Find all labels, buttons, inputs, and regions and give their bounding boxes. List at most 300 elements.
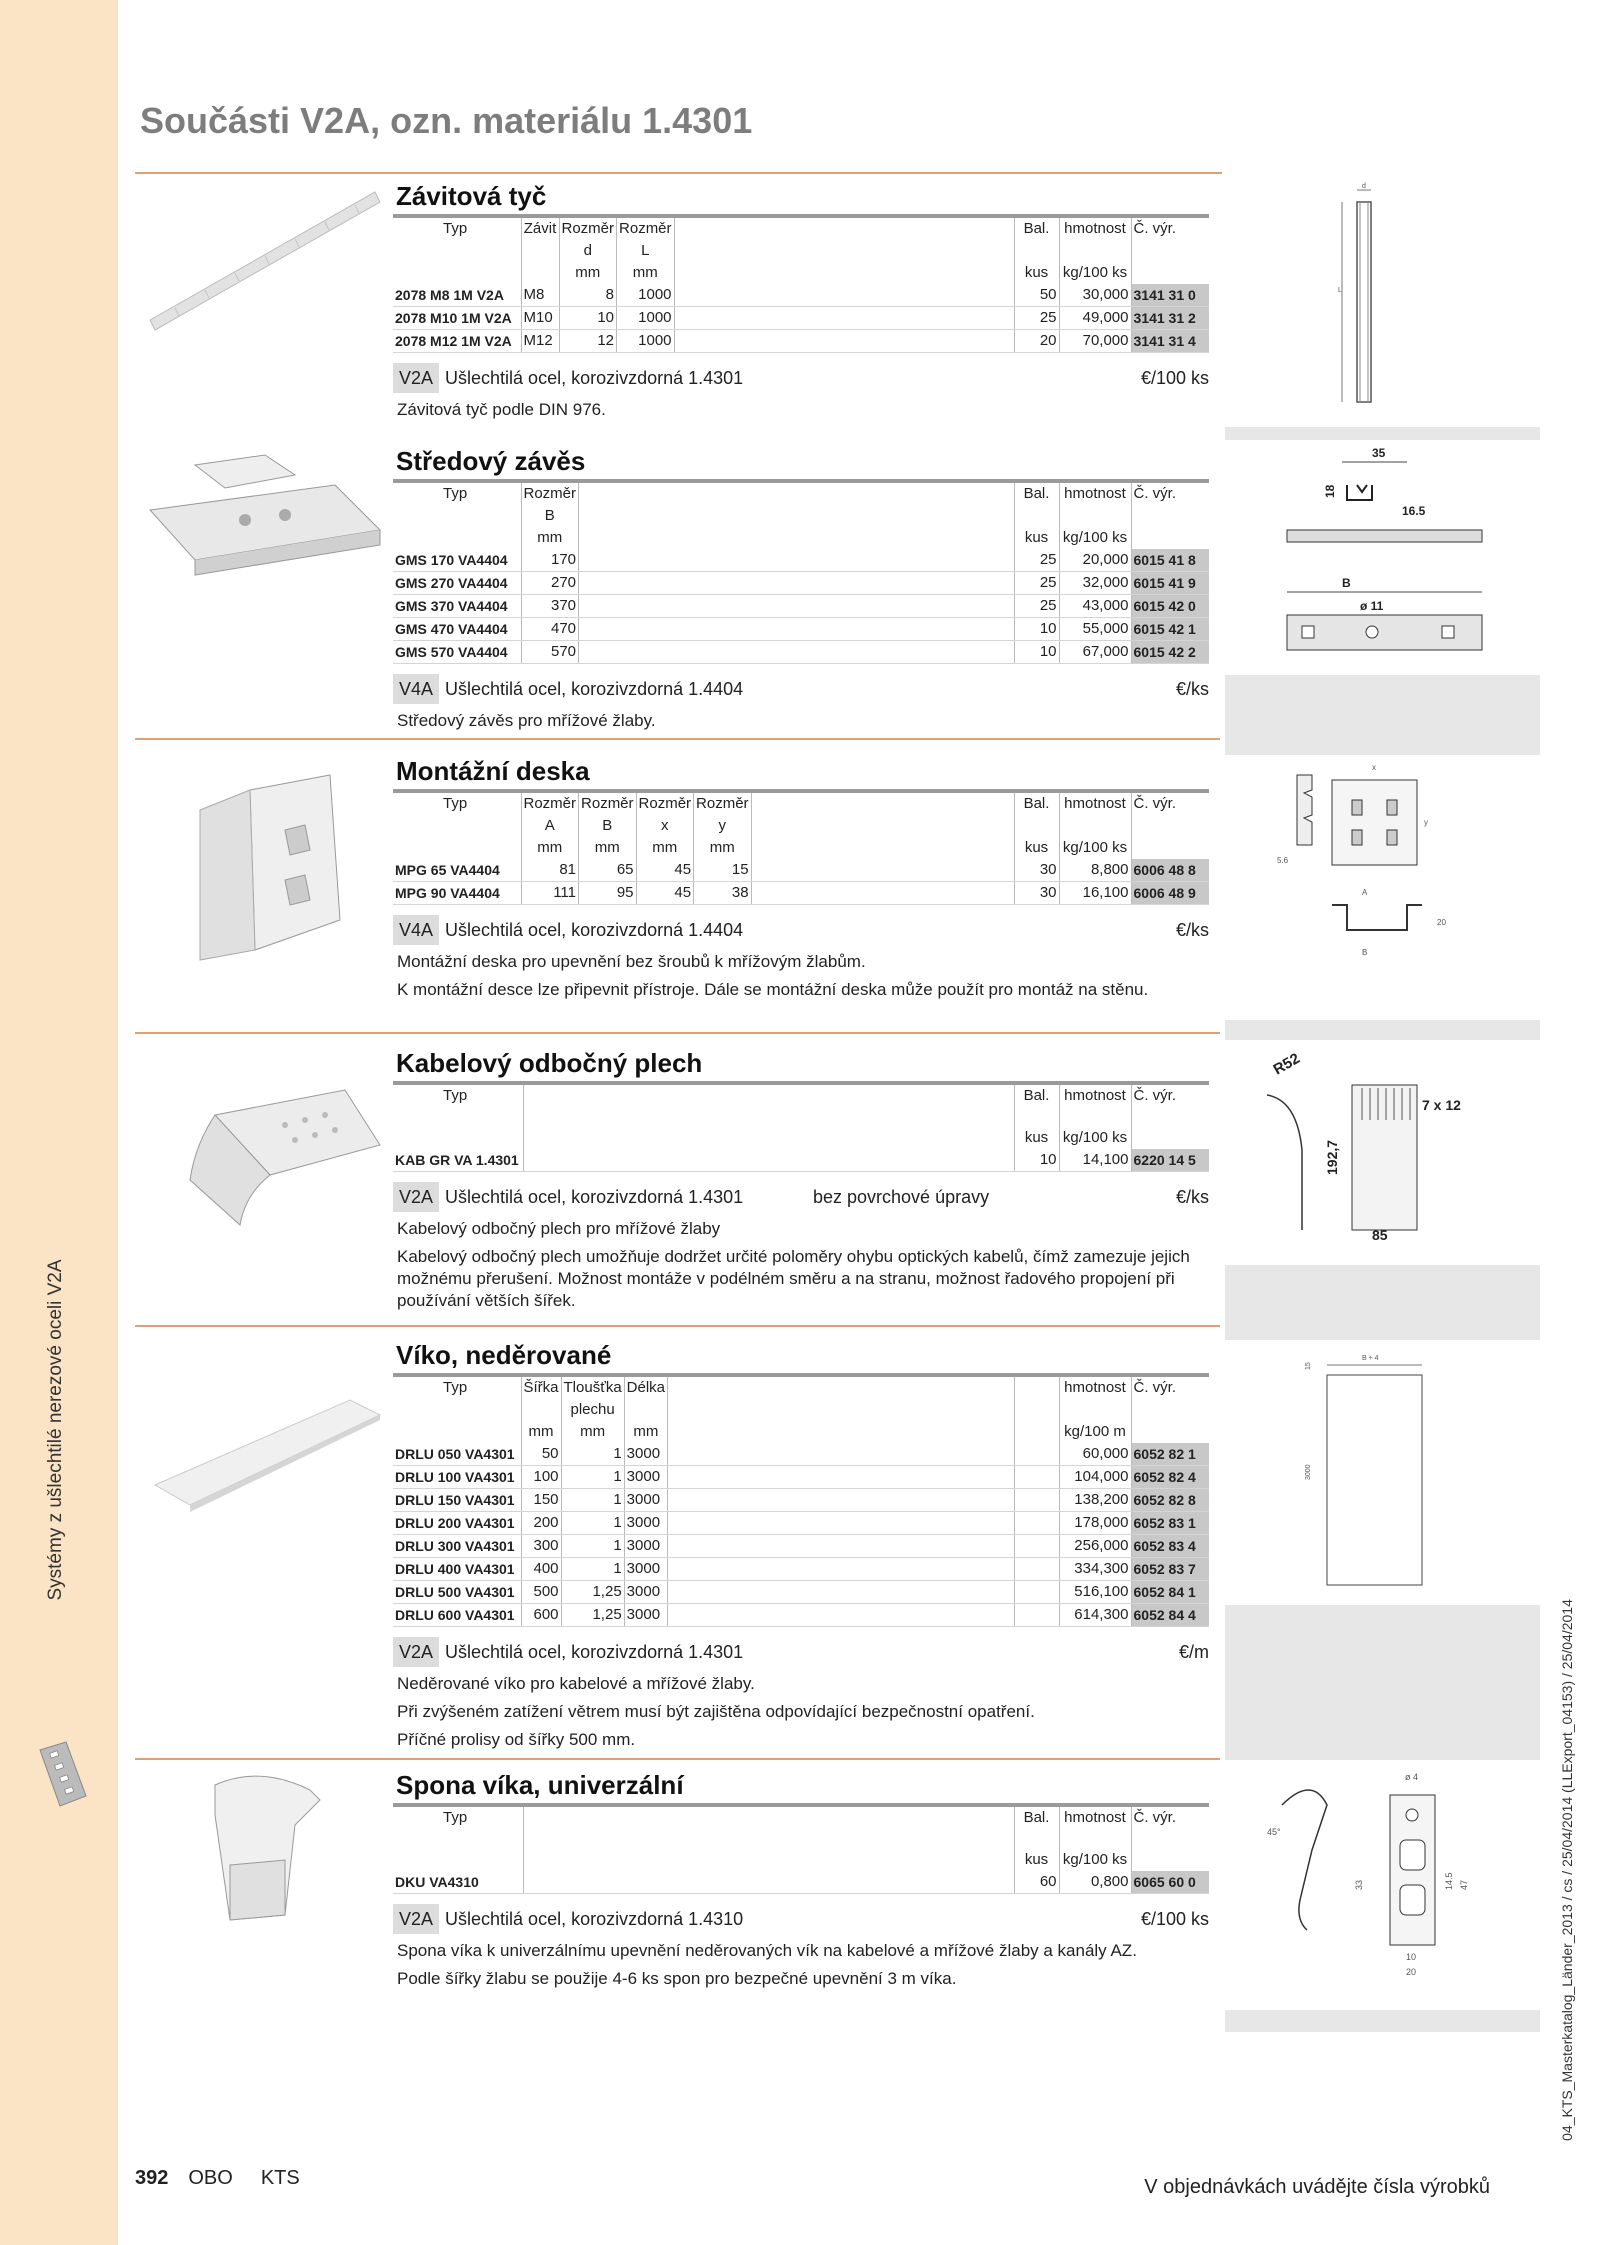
- product-type: GMS 170 VA4404: [393, 549, 521, 572]
- unit-weight: kg/100 ks: [1059, 262, 1131, 284]
- product-type: DRLU 600 VA4301: [393, 1604, 521, 1627]
- table-row: [393, 641, 1209, 664]
- middle-hanger-photo: [135, 450, 390, 590]
- article-number: 3141 31 4: [1131, 330, 1209, 353]
- weight-value: 104,000: [1059, 1466, 1131, 1489]
- pack-qty: [1014, 1535, 1059, 1558]
- article-number: 6052 82 8: [1131, 1489, 1209, 1512]
- price-unit: €/ks: [1175, 679, 1209, 699]
- pack-qty: [1014, 1604, 1059, 1627]
- dim-47: 47: [1459, 1879, 1469, 1890]
- mounting-plate-photo: [135, 770, 390, 970]
- product-type: MPG 90 VA4404: [393, 882, 521, 905]
- col-dim: Rozměr x: [636, 793, 694, 837]
- pack-qty: 30: [1014, 859, 1059, 882]
- unit: mm: [624, 1421, 667, 1443]
- article-number: 6052 82 1: [1131, 1443, 1209, 1466]
- dim-value: 111: [521, 882, 579, 905]
- description: Kabelový odbočný plech umožňuje dodržet určité poloměry ohybu optických kabelů, čímž zamezuje jejich možnému přerušení. Možnost montáže v podélném směru a na stranu, možnost řadového propojení při používání větších šířek.: [397, 1247, 1190, 1310]
- section-title: Montážní deska: [396, 756, 590, 786]
- pack-qty: 30: [1014, 882, 1059, 905]
- unit-kus: kus: [1014, 527, 1059, 549]
- material-row: [393, 1182, 1209, 1212]
- cover-clip-photo: [135, 1765, 390, 1925]
- product-table: [393, 479, 1209, 664]
- col-dim: Rozměr B: [579, 793, 637, 837]
- dim-B2: B: [1362, 948, 1368, 957]
- col-bal: Bal.: [1014, 218, 1059, 262]
- col-article: Č. výr.: [1133, 220, 1177, 237]
- diagram-branch-plate: [1222, 1040, 1540, 1265]
- diagram-mounting-plate: [1222, 755, 1540, 1020]
- product-type: DRLU 050 VA4301: [393, 1443, 521, 1466]
- description: Kabelový odbočný plech pro mřížové žlaby: [397, 1219, 721, 1238]
- pack-qty: 10: [1014, 1149, 1059, 1172]
- dim-33: 33: [1354, 1879, 1364, 1890]
- dim-value: 300: [521, 1535, 561, 1558]
- table-row: [393, 284, 1209, 307]
- page-number: 392: [135, 2167, 169, 2189]
- material-code: V2A: [393, 1182, 439, 1212]
- article-number: 3141 31 2: [1131, 307, 1209, 330]
- material-row: [393, 915, 1209, 945]
- weight-value: 20,000: [1059, 549, 1131, 572]
- material-code: V4A: [393, 674, 439, 704]
- material-code: V2A: [393, 363, 439, 393]
- dim-value: M12: [521, 330, 559, 353]
- material-text: Ušlechtilá ocel, korozivzdorná 1.4310: [445, 1909, 744, 1929]
- weight-value: 70,000: [1059, 330, 1131, 353]
- dim-value: 3000: [624, 1466, 667, 1489]
- footer-left: [135, 2167, 328, 2190]
- description: Závitová tyč podle DIN 976.: [397, 400, 606, 419]
- material-code: V4A: [393, 915, 439, 945]
- section-title: Středový závěs: [396, 446, 586, 476]
- product-type: GMS 370 VA4404: [393, 595, 521, 618]
- material-text: Ušlechtilá ocel, korozivzdorná 1.4301: [445, 368, 744, 388]
- col-bal: Bal.: [1014, 793, 1059, 837]
- dim-20: 20: [1437, 918, 1446, 927]
- dim-14-5: 14.5: [1444, 1872, 1454, 1890]
- dim-45deg: 45°: [1267, 1827, 1281, 1837]
- col-spacer: [674, 218, 1014, 262]
- dim-value: 150: [521, 1489, 561, 1512]
- pack-qty: 25: [1014, 595, 1059, 618]
- dim-value: 12: [559, 330, 617, 353]
- col-typ: Typ: [393, 1377, 521, 1421]
- article-number: 6052 84 1: [1131, 1581, 1209, 1604]
- col-typ: Typ: [393, 483, 521, 527]
- material-code: V2A: [393, 1637, 439, 1667]
- section-divider: [135, 1325, 1220, 1327]
- dim-value: 15: [694, 859, 752, 882]
- dim-A: A: [1362, 888, 1368, 897]
- table-row: [393, 1489, 1209, 1512]
- product-type: 2078 M12 1M V2A: [393, 330, 521, 353]
- threaded-rod-drawing: [1222, 172, 1540, 427]
- description: Spona víka k univerzálnímu upevnění neděrovaných vík na kabelové a mřížové žlaby a kanály AZ.: [397, 1941, 1137, 1960]
- unit-weight: kg/100 ks: [1059, 527, 1131, 549]
- article-number: 6052 83 4: [1131, 1535, 1209, 1558]
- dim-phi4: ø 4: [1405, 1772, 1419, 1782]
- price-unit: €/100 ks: [1140, 1909, 1209, 1929]
- threaded-rod-photo: [135, 180, 390, 340]
- dim-5-6: 5.6: [1277, 856, 1289, 865]
- unit: mm: [521, 1421, 561, 1443]
- description: Při zvýšeném zatížení větrem musí být zajištěna odpovídající bezpečnostní opatření.: [397, 1702, 1035, 1721]
- table-row: [393, 307, 1209, 330]
- col-dim: Tloušťka plechu: [561, 1377, 624, 1421]
- material-text: Ušlechtilá ocel, korozivzdorná 1.4404: [445, 679, 744, 699]
- table-row: [393, 595, 1209, 618]
- dim-value: 1,25: [561, 1581, 624, 1604]
- col-spacer: [579, 483, 1014, 527]
- dim-7x12: 7 x 12: [1422, 1097, 1461, 1113]
- price-unit: €/100 ks: [1140, 368, 1209, 388]
- col-typ: Typ: [393, 1807, 523, 1849]
- cover-drawing: [1222, 1340, 1540, 1605]
- col-article: Č. výr.: [1133, 485, 1177, 502]
- weight-value: 60,000: [1059, 1443, 1131, 1466]
- dim-value: 3000: [624, 1512, 667, 1535]
- dim-35: 35: [1372, 446, 1386, 460]
- product-type: 2078 M8 1M V2A: [393, 284, 521, 307]
- dim-value: M8: [521, 284, 559, 307]
- dim-L: L: [1338, 287, 1342, 294]
- table-row: [393, 572, 1209, 595]
- article-number: 6220 14 5: [1131, 1149, 1209, 1172]
- weight-value: 49,000: [1059, 307, 1131, 330]
- sidebar: [0, 0, 118, 2245]
- unit-kus: kus: [1014, 837, 1059, 859]
- col-dim: Rozměr L: [617, 218, 675, 262]
- material-row: [393, 1904, 1209, 1934]
- weight-value: 178,000: [1059, 1512, 1131, 1535]
- article-number: 6052 84 4: [1131, 1604, 1209, 1627]
- dim-value: 1000: [617, 307, 675, 330]
- description: Středový závěs pro mřížové žlaby.: [397, 711, 656, 730]
- dim-value: 3000: [624, 1489, 667, 1512]
- weight-value: 614,300: [1059, 1604, 1131, 1627]
- col-dim: Rozměr d: [559, 218, 617, 262]
- unit: mm: [579, 837, 637, 859]
- middle-hanger-drawing: [1222, 440, 1540, 675]
- weight-value: 516,100: [1059, 1581, 1131, 1604]
- dim-value: 470: [521, 618, 579, 641]
- dim-value: 8: [559, 284, 617, 307]
- unit: mm: [521, 837, 579, 859]
- col-weight: hmotnost: [1059, 1807, 1131, 1849]
- article-number: 6015 41 8: [1131, 549, 1209, 572]
- dim-R52: R52: [1270, 1049, 1303, 1079]
- dim-value: 500: [521, 1581, 561, 1604]
- weight-value: 138,200: [1059, 1489, 1131, 1512]
- material-text: Ušlechtilá ocel, korozivzdorná 1.4404: [445, 920, 744, 940]
- article-number: 6015 42 2: [1131, 641, 1209, 664]
- description: Neděrované víko pro kabelové a mřížové žlaby.: [397, 1674, 755, 1693]
- dim-10: 10: [1406, 1952, 1417, 1962]
- unit-weight: kg/100 ks: [1059, 837, 1131, 859]
- product-table: [393, 214, 1209, 353]
- material-row: [393, 674, 1209, 704]
- article-number: 6006 48 8: [1131, 859, 1209, 882]
- dim-value: 1: [561, 1466, 624, 1489]
- table-row: [393, 1466, 1209, 1489]
- table-row: [393, 330, 1209, 353]
- page-title: Součásti V2A, ozn. materiálu 1.4301: [140, 100, 753, 141]
- unit-kus: [1014, 1421, 1059, 1443]
- col-bal: Bal.: [1014, 483, 1059, 527]
- diagram-middle-hanger: [1222, 440, 1540, 675]
- mounting-plate-drawing: [1222, 755, 1540, 1020]
- product-type: DKU VA4310: [393, 1871, 523, 1894]
- description: Podle šířky žlabu se použije 4-6 ks spon pro bezpečné upevnění 3 m víka.: [397, 1969, 957, 1988]
- weight-value: 16,100: [1059, 882, 1131, 905]
- col-bal: [1014, 1377, 1059, 1421]
- col-dim: Šířka: [521, 1377, 561, 1421]
- product-type: KAB GR VA 1.4301: [393, 1149, 523, 1172]
- product-type: GMS 270 VA4404: [393, 572, 521, 595]
- article-number: 6015 41 9: [1131, 572, 1209, 595]
- dim-value: 10: [559, 307, 617, 330]
- dim-18: 18: [1323, 484, 1337, 498]
- dim-value: 65: [579, 859, 637, 882]
- section-middle-hanger: [393, 443, 1215, 732]
- dim-value: 45: [636, 882, 694, 905]
- unit: mm: [636, 837, 694, 859]
- pack-qty: 50: [1014, 284, 1059, 307]
- weight-value: 256,000: [1059, 1535, 1131, 1558]
- diagram-cover: [1222, 1340, 1540, 1605]
- pack-qty: 10: [1014, 641, 1059, 664]
- col-dim: Závit: [521, 218, 559, 262]
- dim-value: 3000: [624, 1535, 667, 1558]
- section-threaded-rod: [393, 178, 1215, 421]
- dim-value: 200: [521, 1512, 561, 1535]
- weight-value: 32,000: [1059, 572, 1131, 595]
- dim-value: 400: [521, 1558, 561, 1581]
- dim-value: 100: [521, 1466, 561, 1489]
- cover-clip-drawing: [1222, 1760, 1540, 2010]
- product-type: DRLU 150 VA4301: [393, 1489, 521, 1512]
- branch-plate-drawing: [1222, 1040, 1540, 1265]
- product-table: [393, 1803, 1209, 1894]
- article-number: 6015 42 1: [1131, 618, 1209, 641]
- dim-value: M10: [521, 307, 559, 330]
- dim-value: 3000: [624, 1581, 667, 1604]
- section-title: Víko, neděrované: [396, 1340, 612, 1370]
- weight-value: 14,100: [1059, 1149, 1131, 1172]
- unit: mm: [694, 837, 752, 859]
- section-title: Spona víka, univerzální: [396, 1770, 684, 1800]
- description: Montážní deska pro upevnění bez šroubů k mřížovým žlabům.: [397, 952, 866, 971]
- dim-value: 81: [521, 859, 579, 882]
- unit-kus: kus: [1014, 262, 1059, 284]
- product-table: [393, 1373, 1209, 1627]
- unit: [521, 262, 559, 284]
- dim-value: 45: [636, 859, 694, 882]
- pack-qty: 25: [1014, 307, 1059, 330]
- dim-value: 600: [521, 1604, 561, 1627]
- pack-qty: 60: [1014, 1871, 1059, 1894]
- col-typ: Typ: [393, 218, 521, 262]
- dim-value: 1: [561, 1443, 624, 1466]
- col-article: Č. výr.: [1133, 795, 1177, 812]
- table-row: [393, 1871, 1209, 1894]
- col-weight: hmotnost: [1059, 1377, 1131, 1421]
- dim-value: 570: [521, 641, 579, 664]
- material-row: [393, 1637, 1209, 1667]
- article-number: 6052 83 7: [1131, 1558, 1209, 1581]
- col-weight: hmotnost: [1059, 483, 1131, 527]
- dim-value: 1: [561, 1489, 624, 1512]
- unit-weight: kg/100 m: [1059, 1421, 1131, 1443]
- product-type: DRLU 200 VA4301: [393, 1512, 521, 1535]
- dim-d: d: [1362, 183, 1366, 190]
- pack-qty: [1014, 1443, 1059, 1466]
- product-type: GMS 570 VA4404: [393, 641, 521, 664]
- dim-value: 370: [521, 595, 579, 618]
- article-number: 6052 82 4: [1131, 1466, 1209, 1489]
- col-spacer: [668, 1377, 1014, 1421]
- col-spacer: [751, 793, 1014, 837]
- article-number: 6006 48 9: [1131, 882, 1209, 905]
- dim-85: 85: [1372, 1227, 1388, 1243]
- dim-value: 3000: [624, 1443, 667, 1466]
- description: K montážní desce lze připevnit přístroje. Dále se montážní deska může použít pro montáž na stěnu.: [397, 980, 1149, 999]
- col-dim: Rozměr y: [694, 793, 752, 837]
- col-article: Č. výr.: [1133, 1379, 1177, 1396]
- weight-value: 0,800: [1059, 1871, 1131, 1894]
- dim-phi11: ø 11: [1360, 599, 1384, 613]
- col-dim: Délka: [624, 1377, 667, 1421]
- material-text: Ušlechtilá ocel, korozivzdorná 1.4301: [445, 1187, 744, 1207]
- pack-qty: [1014, 1512, 1059, 1535]
- col-dim: Rozměr A: [521, 793, 579, 837]
- cover-photo: [135, 1380, 390, 1520]
- unit: mm: [521, 527, 579, 549]
- pack-qty: [1014, 1581, 1059, 1604]
- dim-value: 1: [561, 1558, 624, 1581]
- price-unit: €/ks: [1175, 920, 1209, 940]
- pack-qty: 10: [1014, 618, 1059, 641]
- product-type: DRLU 500 VA4301: [393, 1581, 521, 1604]
- sidebar-label: Systémy z ušlechtilé nerezové oceli V2A: [45, 1259, 66, 1601]
- col-typ: Typ: [393, 1085, 523, 1127]
- table-row: [393, 1558, 1209, 1581]
- price-unit: €/m: [1178, 1642, 1209, 1662]
- col-spacer: [523, 1085, 1014, 1127]
- col-weight: hmotnost: [1059, 218, 1131, 262]
- table-row: [393, 549, 1209, 572]
- article-number: 6052 83 1: [1131, 1512, 1209, 1535]
- dim-value: 95: [579, 882, 637, 905]
- product-type: 2078 M10 1M V2A: [393, 307, 521, 330]
- footer-section: KTS: [260, 2167, 300, 2189]
- unit: mm: [559, 262, 617, 284]
- dim-value: 1: [561, 1535, 624, 1558]
- pack-qty: [1014, 1489, 1059, 1512]
- material-code: V2A: [393, 1904, 439, 1934]
- unit: mm: [617, 262, 675, 284]
- weight-value: 67,000: [1059, 641, 1131, 664]
- col-weight: hmotnost: [1059, 1085, 1131, 1127]
- product-table: [393, 1081, 1209, 1172]
- col-bal: Bal.: [1014, 1085, 1059, 1127]
- col-typ: Typ: [393, 793, 521, 837]
- dim-x: x: [1372, 763, 1376, 772]
- dim-y: y: [1424, 818, 1428, 827]
- pack-qty: [1014, 1558, 1059, 1581]
- col-article: Č. výr.: [1133, 1809, 1177, 1826]
- unit-kus: kus: [1014, 1127, 1059, 1149]
- table-row: [393, 1443, 1209, 1466]
- footer-note: V objednávkách uvádějte čísla výrobků: [1144, 2176, 1490, 2198]
- diagram-threaded-rod: [1222, 172, 1540, 427]
- col-bal: Bal.: [1014, 1807, 1059, 1849]
- dim-value: 1000: [617, 330, 675, 353]
- dim-value: 50: [521, 1443, 561, 1466]
- dim-3000: 3000: [1305, 1464, 1312, 1480]
- dim-B4: B + 4: [1362, 1355, 1379, 1362]
- product-type: DRLU 300 VA4301: [393, 1535, 521, 1558]
- pack-qty: [1014, 1466, 1059, 1489]
- article-number: 3141 31 0: [1131, 284, 1209, 307]
- cable-tray-icon: [36, 1740, 90, 1810]
- unit-weight: kg/100 ks: [1059, 1849, 1131, 1871]
- material-finish: bez povrchové úpravy: [813, 1187, 990, 1207]
- dim-192-7: 192,7: [1324, 1139, 1340, 1175]
- product-type: DRLU 100 VA4301: [393, 1466, 521, 1489]
- dim-20: 20: [1406, 1967, 1417, 1977]
- product-type: MPG 65 VA4404: [393, 859, 521, 882]
- branch-plate-photo: [135, 1085, 390, 1235]
- material-row: [393, 363, 1209, 393]
- product-table: [393, 789, 1209, 905]
- dim-value: 1000: [617, 284, 675, 307]
- table-row: [393, 618, 1209, 641]
- dim-B: B: [1342, 576, 1351, 590]
- pack-qty: 25: [1014, 572, 1059, 595]
- table-row: [393, 1604, 1209, 1627]
- product-type: GMS 470 VA4404: [393, 618, 521, 641]
- table-row: [393, 1581, 1209, 1604]
- footer-brand: OBO: [188, 2167, 233, 2189]
- article-number: 6015 42 0: [1131, 595, 1209, 618]
- product-type: DRLU 400 VA4301: [393, 1558, 521, 1581]
- dim-value: 1,25: [561, 1604, 624, 1627]
- dim-value: 3000: [624, 1558, 667, 1581]
- section-divider: [135, 738, 1220, 740]
- pack-qty: 25: [1014, 549, 1059, 572]
- section-title: Závitová tyč: [396, 181, 547, 211]
- section-divider: [135, 1758, 1220, 1760]
- weight-value: 43,000: [1059, 595, 1131, 618]
- section-cover: [393, 1337, 1215, 1751]
- dim-value: 270: [521, 572, 579, 595]
- unit: mm: [561, 1421, 624, 1443]
- section-mounting-plate: [393, 753, 1215, 1001]
- col-article: Č. výr.: [1133, 1087, 1177, 1104]
- unit-weight: kg/100 ks: [1059, 1127, 1131, 1149]
- weight-value: 55,000: [1059, 618, 1131, 641]
- diagram-cover-clip: [1222, 1760, 1540, 2010]
- unit-kus: kus: [1014, 1849, 1059, 1871]
- section-branch-plate: [393, 1045, 1215, 1312]
- table-row: [393, 882, 1209, 905]
- weight-value: 334,300: [1059, 1558, 1131, 1581]
- dim-16-5: 16.5: [1402, 504, 1426, 518]
